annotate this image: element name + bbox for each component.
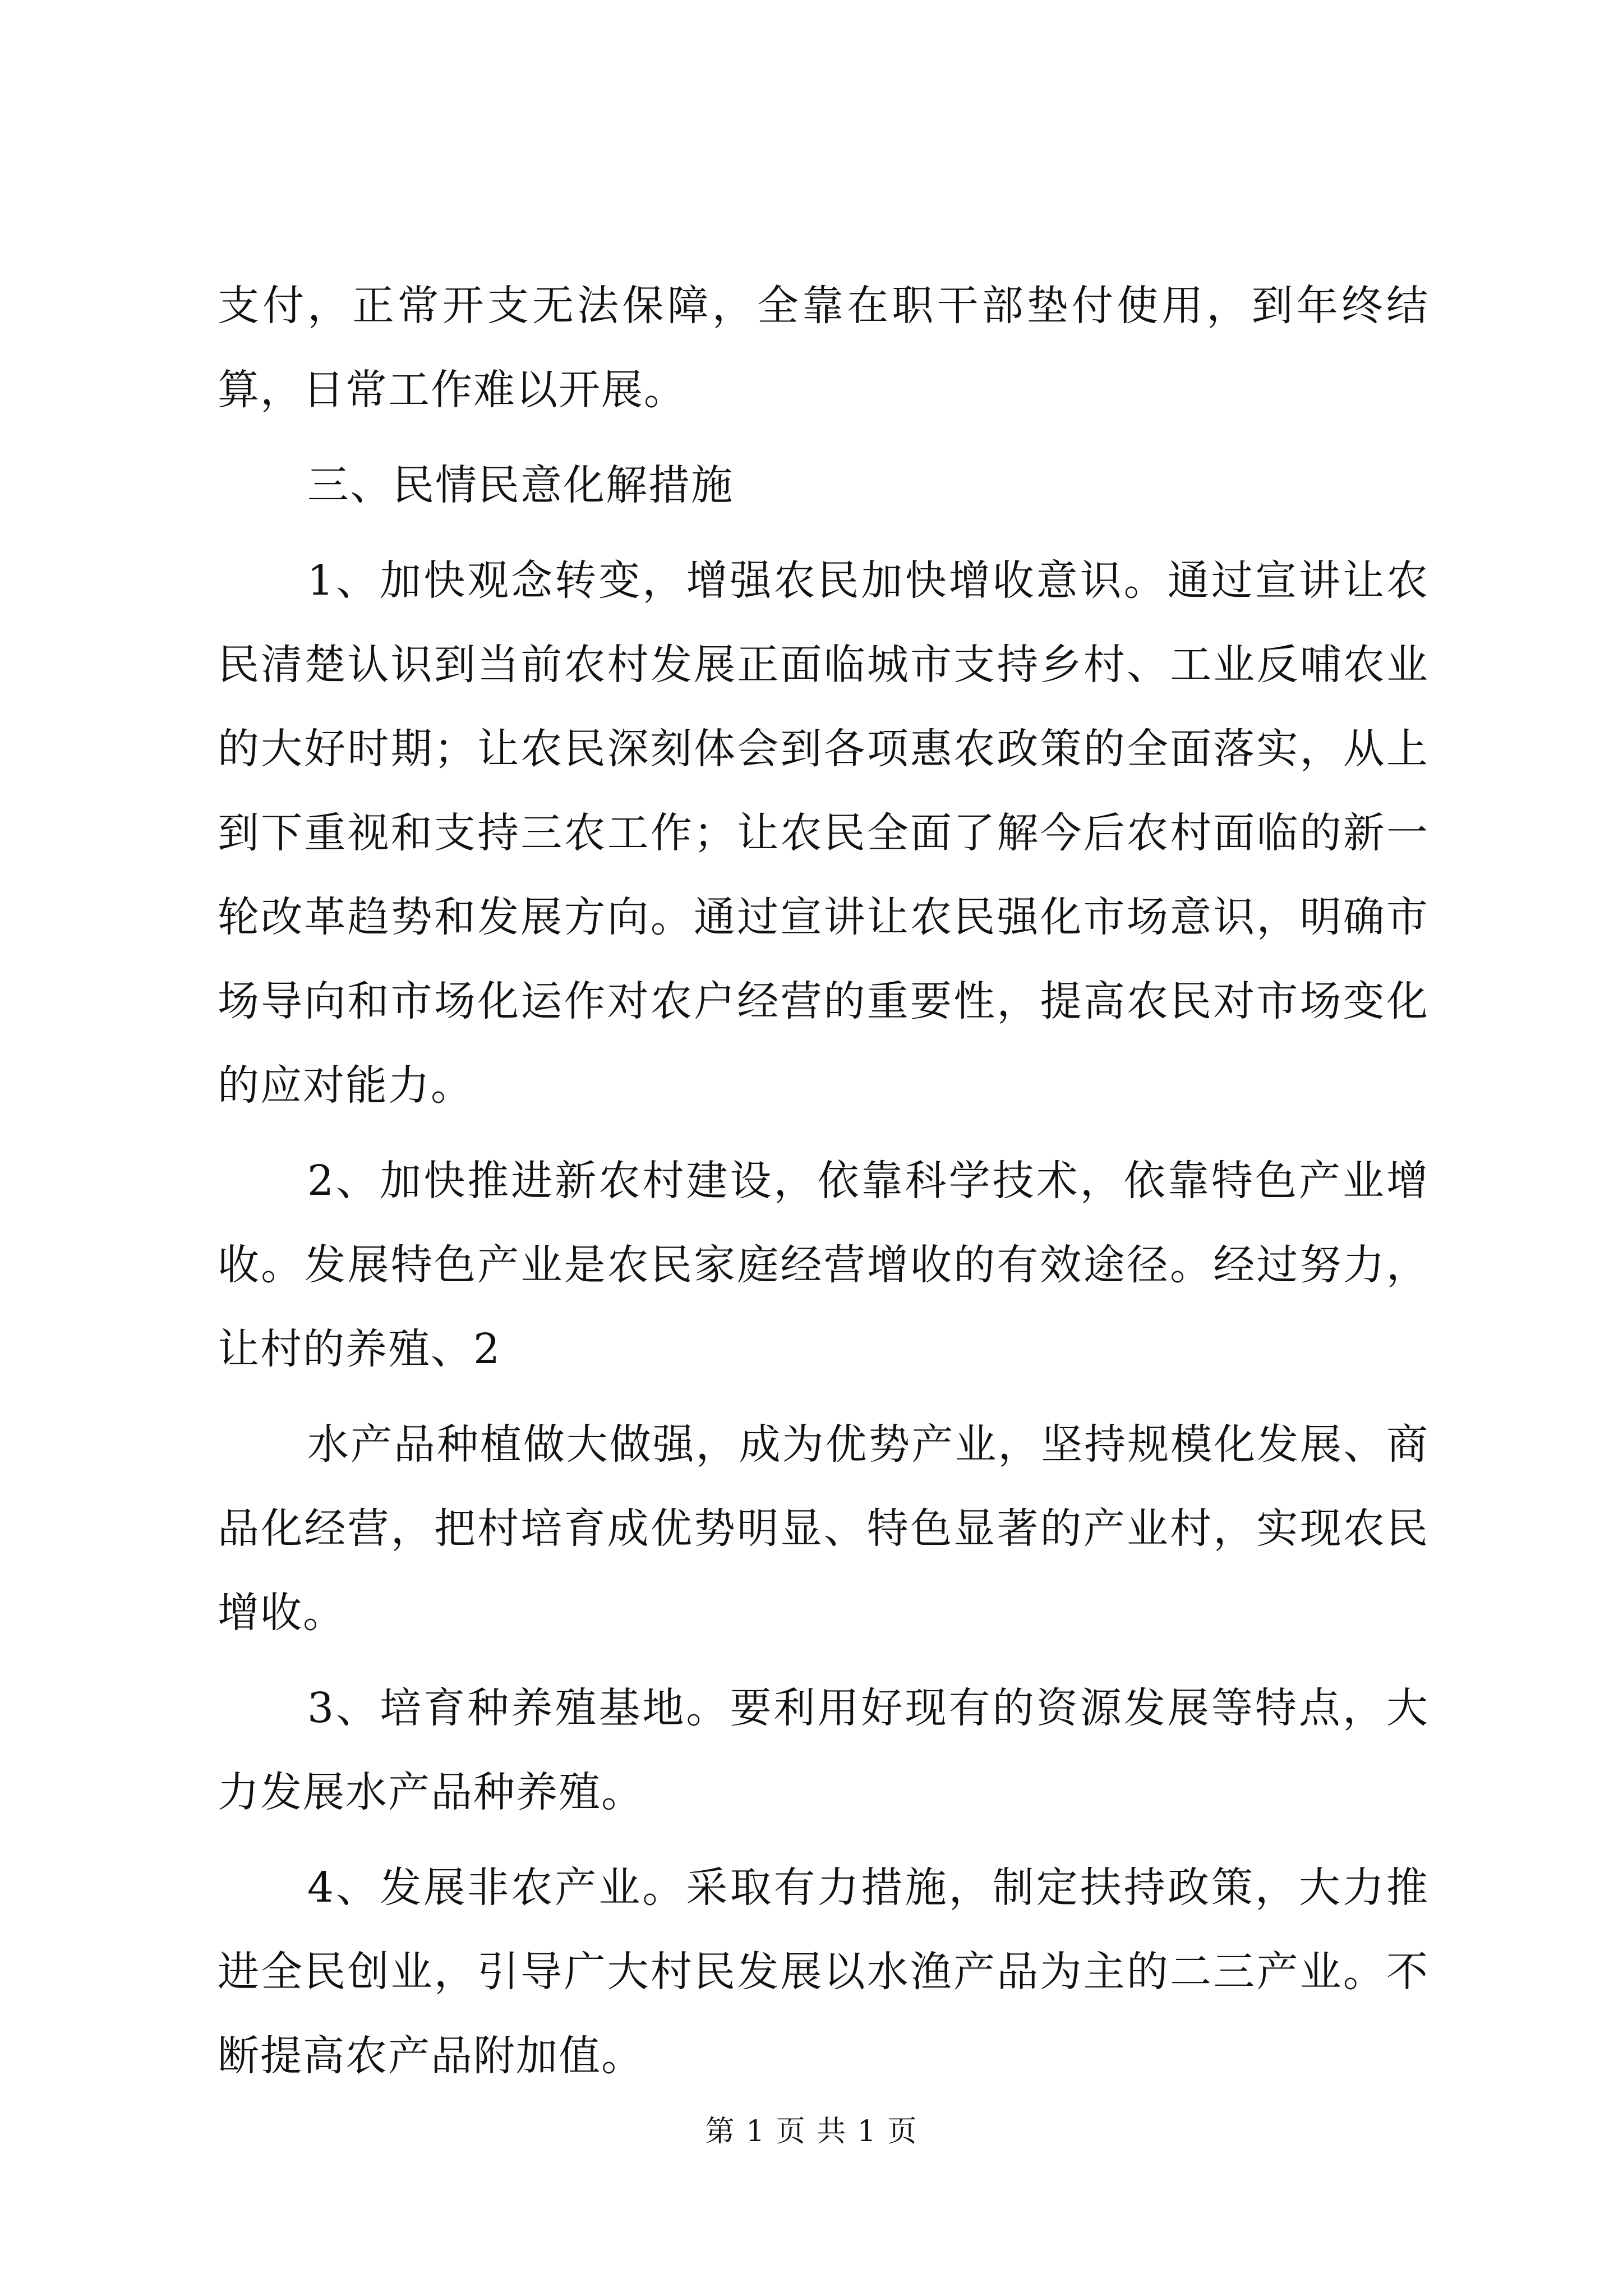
page-number-label: 第 1 页 共 1 页 (705, 2115, 918, 2148)
paragraph-item-1: 1、加快观念转变，增强农民加快增收意识。通过宣讲让农民清楚认识到当前农村发展正面临城市支持乡村、工业反哺农业的大好时期；让农民深刻体会到各项惠农政策的全面落实，从上到下重视和支持三农工作；让农民全面了解今后农村面临的新一轮改革趋势和发展方向。通过宣讲让农民强化市场意识，明确市场导向和市场化运作对农户经营的重要性，提高农民对市场变化的应对能力。 (218, 556, 1429, 1110)
paragraph-item-3: 3、培育种养殖基地。要利用好现有的资源发展等特点，大力发展水产品种养殖。 (218, 1684, 1429, 1816)
page-footer (0, 2109, 1623, 2154)
paragraph-item-4: 4、发展非农产业。采取有力措施，制定扶持政策，大力推进全民创业，引导广大村民发展以水渔产品为主的二三产业。不断提高农产品附加值。 (218, 1864, 1429, 2080)
paragraph-continuation: 支付，正常开支无法保障，全靠在职干部垫付使用，到年终结算，日常工作难以开展。 (218, 282, 1429, 414)
paragraph-item-2-continued: 水产品种植做大做强，成为优势产业，坚持规模化发展、商品化经营，把村培育成优势明显、特色显著的产业村，实现农民增收。 (218, 1420, 1429, 1637)
paragraph-item-2: 2、加快推进新农村建设，依靠科学技术，依靠特色产业增收。发展特色产业是农民家庭经营增收的有效途径。经过努力，让村的养殖、2 (218, 1157, 1429, 1373)
section-heading: 三、民情民意化解措施 (307, 461, 734, 509)
document-body (218, 264, 1429, 2109)
